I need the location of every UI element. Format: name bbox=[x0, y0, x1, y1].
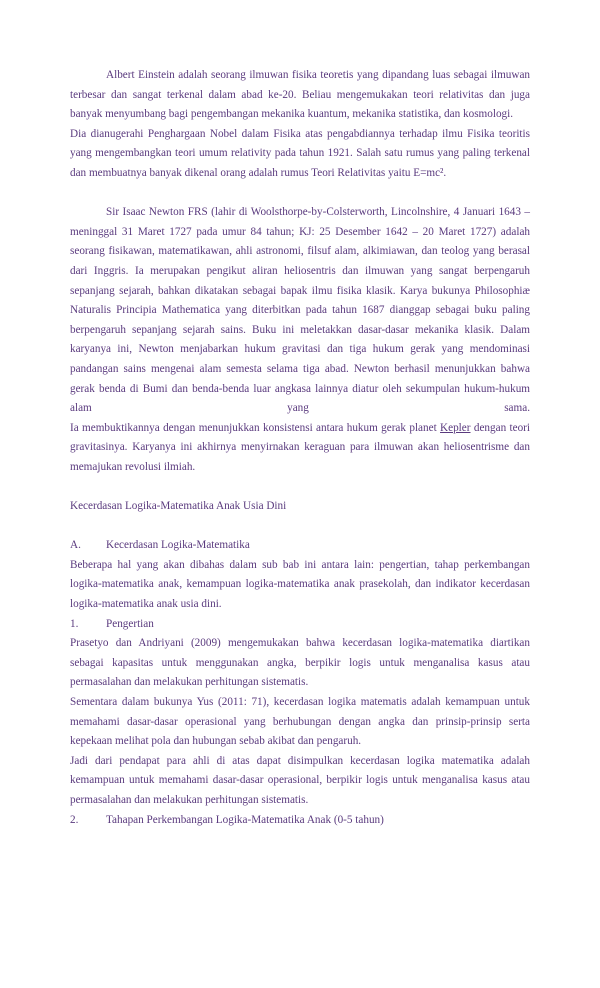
newton-paragraph-2 bbox=[70, 419, 530, 478]
item-1-paragraph-3: Jadi dari pendapat para ahli di atas dapat disimpulkan kecerdasan logika matematika adalah kemampuan untuk memahami dasar-dasar operasional, berpikir logis untuk menganalisa kasus atau permasalahan dan melakukan perhitungan sistematis. bbox=[70, 754, 530, 806]
section-a-title: Kecerdasan Logika-Matematika bbox=[106, 539, 250, 552]
document-page bbox=[70, 66, 530, 830]
spacer bbox=[70, 517, 530, 537]
section-title: Kecerdasan Logika-Matematika Anak Usia Dini bbox=[70, 500, 287, 513]
item-1-title: Pengertian bbox=[106, 617, 154, 630]
einstein-paragraph-1: Albert Einstein adalah seorang ilmuwan fisika teoretis yang dipandang luas sebagai ilmuwan terbesar dan sangat terkenal dalam abad ke-20. Beliau mengemukakan teori relativitas dan juga banyak menyumbang bagi pengembangan mekanika kuantum, mekanika statistika, dan kosmologi. bbox=[70, 69, 530, 121]
item-1-marker: 1. bbox=[70, 617, 79, 630]
section-a-intro: Beberapa hal yang akan dibahas dalam sub bab ini antara lain: pengertian, tahap perkembangan logika-matematika anak, kemampuan logika-matematika anak prasekolah, dan indikator kecerdasan logika-matematika anak usia dini. bbox=[70, 558, 530, 611]
item-1-paragraph-1: Prasetyo dan Andriyani (2009) mengemukakan bahwa kecerdasan logika-matematika diartikan sebagai kapasitas untuk menggunakan angka, berpikir logis untuk menganalisa kasus atau permasalahan dan melakukan perhitungan sistematis. bbox=[70, 637, 530, 689]
newton-paragraph-2-end: dengan teori gravitasinya. Karyanya ini akhirnya menyirnakan keraguan para ilmuwan akan heliosentrisme dan memajukan revolusi ilmiah. bbox=[70, 421, 531, 473]
newton-paragraph-1: Sir Isaac Newton FRS (lahir di Woolsthorpe-by-Colsterworth, Lincolnshire, 4 Januari 1643 – meninggal 31 Maret 1727 pada umur 84 tahun; KJ: 25 Desember 1642 – 20 Maret 1727) adalah seorang fisikawan, matematikawan, ahli astronomi, filsuf alam, alkimiawan, dan teolog yang berasal dari Inggris. Ia merupakan pengikut aliran heliosentris dan ilmuwan yang sangat berpengaruh sepanjang sejarah, bahkan dikatakan sebagai bapak ilmu fisika klasik. Karya bukunya Philosophiæ Naturalis Principia Mathematica yang diterbitkan pada tahun 1687 dianggap sebagai buku paling berpengaruh sepanjang sejarah sains. Buku ini meletakkan dasar-dasar mekanika klasik. Dalam karyanya ini, Newton menjabarkan hukum gravitasi dan tiga hukum gerak yang mendominasi pandangan sains mengenai alam semesta selama tiga abad. Newton berhasil menunjukkan bahwa gerak benda di Bumi dan benda-benda luar angkasa lainnya diatur oleh sekumpulan hukum-hukum alam yang sama. bbox=[70, 206, 530, 415]
einstein-paragraph-2: Dia dianugerahi Penghargaan Nobel dalam Fisika atas pengabdiannya terhadap ilmu Fisika teoritis yang mengembangkan teori umum relativity pada tahun 1921. Salah satu rumus yang paling terkenal dan membuatnya banyak dikenal orang adalah rumus Teori Relativitas yaitu E=mc². bbox=[70, 127, 530, 179]
item-1-paragraph-2: Sementara dalam bukunya Yus (2011: 71), kecerdasan logika matematis adalah kemampuan untuk memahami dasar-dasar operasional yang berhubungan dengan angka dan prinsip-prinsip serta kepekaan melihat pola dan hubungan sebab akibat dan pengaruh. bbox=[70, 696, 530, 748]
item-2-title: Tahapan Perkembangan Logika-Matematika Anak (0-5 tahun) bbox=[106, 813, 384, 826]
spacer bbox=[70, 184, 530, 204]
item-2-marker: 2. bbox=[70, 813, 79, 826]
item-2-heading bbox=[70, 811, 530, 831]
kepler-link[interactable]: Kepler bbox=[440, 421, 471, 434]
section-a-heading bbox=[70, 536, 530, 556]
newton-paragraph-2-start: Ia membuktikannya dengan menunjukkan konsistensi antara hukum gerak planet bbox=[70, 421, 441, 434]
item-1-heading bbox=[70, 615, 530, 635]
section-a-marker: A. bbox=[70, 539, 81, 552]
spacer bbox=[70, 477, 530, 497]
